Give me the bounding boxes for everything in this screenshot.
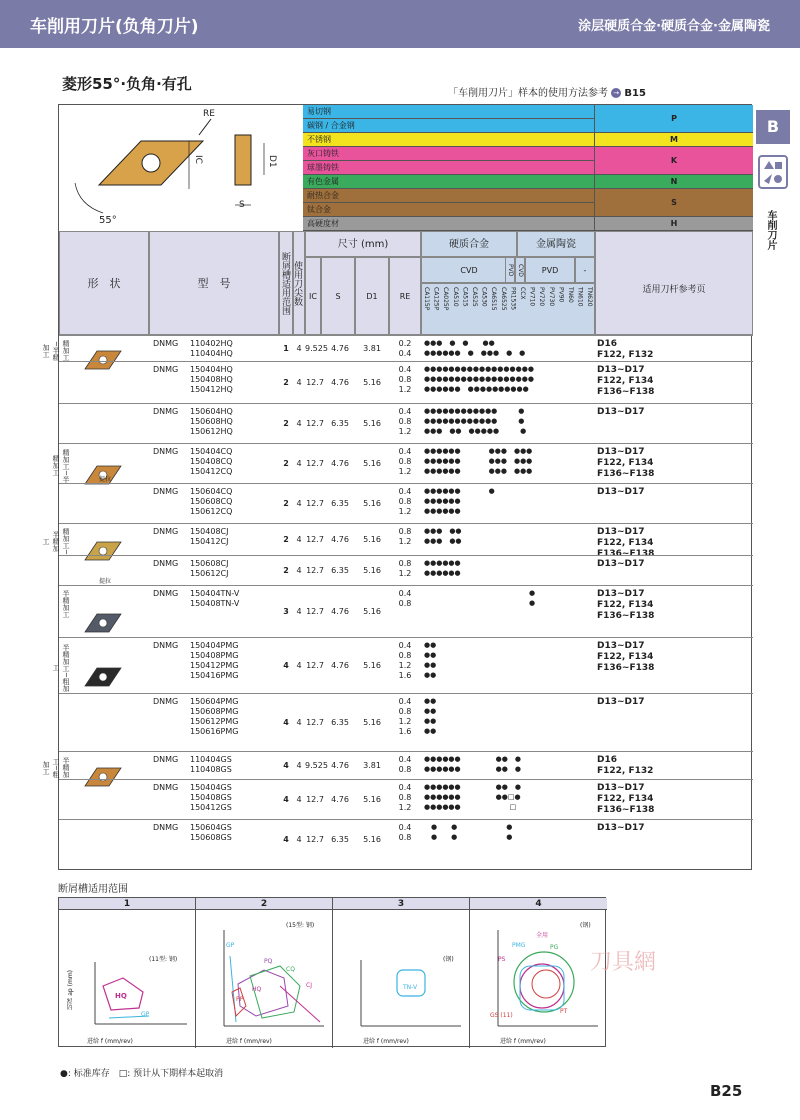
chart-note: (15型: 钢)	[286, 922, 315, 929]
range-value: 2	[283, 535, 289, 544]
d1-value: 5.16	[363, 499, 381, 508]
material-bar: 钛合金	[303, 203, 595, 217]
chip-range-title: 断屑槽适用范围	[58, 884, 128, 895]
dims-header: 尺寸 (mm)	[305, 231, 421, 257]
ic-header: IC	[305, 257, 321, 335]
stock-dots: ●●●●●●●●●●●●●●●●●● ●●●●●●●●●●●●●●●●●● ●●●●●● ●●●●●●●●●●	[424, 365, 534, 393]
s-value: 6.35	[331, 835, 349, 844]
d1-value: 3.81	[363, 761, 381, 770]
range-value: 4	[283, 835, 289, 844]
d1-value: 5.16	[363, 566, 381, 575]
s-value: 4.76	[331, 344, 349, 353]
model-prefix: DNMG	[153, 339, 179, 348]
s-value: 4.76	[331, 535, 349, 544]
material-code: N	[595, 175, 753, 189]
model-codes: 150404HQ 150408HQ 150412HQ	[190, 365, 233, 394]
s-value: 4.76	[331, 607, 349, 616]
chip-range-col-3	[333, 898, 470, 1048]
chart-label: PQ	[264, 958, 273, 965]
model-prefix: DNMG	[153, 407, 179, 416]
edges-value: 4	[296, 566, 302, 575]
range-value: 3	[283, 607, 289, 616]
grade-code: CA115P	[423, 287, 430, 311]
material-bar: 灰口铸铁	[303, 147, 595, 161]
model-codes: 150604CQ 150608CQ 150612CQ	[190, 487, 233, 516]
stock-dots: ●●●●●● ●● ● ●●●●●● ●● ●	[424, 755, 521, 773]
model-prefix: DNMG	[153, 365, 179, 374]
table-row	[52, 637, 753, 693]
s-value: 4.76	[331, 795, 349, 804]
grade-code: CA510	[451, 287, 459, 307]
chip-range-col-head: 2	[196, 898, 332, 910]
model-prefix: DNMG	[153, 559, 179, 568]
chip-range-col-4	[470, 898, 607, 1048]
diagram-re-label: RE	[203, 109, 215, 119]
material-code: S	[595, 189, 753, 217]
shape-header: 形 状	[59, 231, 149, 335]
grade-code: CCX	[519, 287, 526, 300]
page-subtitle: 涂层硬质合金·硬质合金·金属陶瓷	[578, 19, 770, 34]
model-prefix: DNMG	[153, 527, 179, 536]
ic-value: 9.525	[305, 344, 328, 353]
chart-label: GS (11)	[490, 1012, 513, 1019]
grade-code: CA525	[471, 287, 478, 307]
ic-value: 12.7	[306, 499, 324, 508]
re-value: 0.4 0.8 1.2	[398, 365, 412, 394]
d1-value: 5.16	[363, 607, 381, 616]
chart-label: 全用	[536, 932, 549, 939]
chip-range-col-2	[196, 898, 333, 1048]
chart-xlabel: 进给 f (mm/rev)	[363, 1038, 409, 1045]
holder-ref[interactable]: D13~D17	[597, 407, 645, 417]
chart-note: (11型: 钢)	[149, 956, 178, 963]
stock-dots: ●● ●● ●● ●●	[424, 697, 437, 735]
chart-label: GP	[226, 942, 235, 949]
carbide-header: 硬质合金	[421, 231, 517, 257]
range-value: 4	[283, 761, 289, 770]
stock-dots: ●●●●●● ● ●●●●●● ●●●●●●	[424, 487, 495, 515]
category-label: 半精加工~粗加工	[52, 643, 70, 692]
side-tab[interactable]: B	[756, 110, 790, 144]
ic-value: 12.7	[306, 535, 324, 544]
side-label: 车削刀片	[765, 210, 776, 250]
chart-label: GP	[141, 1011, 150, 1018]
material-bar: 不锈钢	[303, 133, 595, 147]
ic-value: 12.7	[306, 718, 324, 727]
insert-image	[83, 612, 123, 636]
ic-value: 12.7	[306, 795, 324, 804]
insert-note: 提拉	[99, 476, 112, 483]
s-header: S	[321, 257, 355, 335]
model-codes: 110402HQ 110404HQ	[190, 339, 233, 358]
holder-ref[interactable]: D13~D17	[597, 487, 645, 497]
model-codes: 150608CJ 150612CJ	[190, 559, 229, 578]
model-codes: 150604HQ 150608HQ 150612HQ	[190, 407, 233, 436]
d1-value: 5.16	[363, 459, 381, 468]
edges-value: 4	[296, 419, 302, 428]
chip-range-col-head: 1	[59, 898, 195, 910]
ic-value: 12.7	[306, 378, 324, 387]
grade-code: PV90	[557, 287, 565, 303]
page-title: 车削用刀片(负角刀片)	[30, 17, 199, 37]
model-header: 型 号	[149, 231, 279, 335]
edges-header: 使用刀尖数	[293, 231, 305, 335]
edges-value: 4	[296, 378, 302, 387]
holder-ref[interactable]: D16 F122, F132	[597, 755, 654, 776]
material-code: H	[595, 217, 753, 231]
model-prefix: DNMG	[153, 487, 179, 496]
table-row	[59, 779, 753, 819]
holder-ref[interactable]: D13~D17 F122, F134 F136~F138	[597, 641, 655, 673]
category-label: 精加工~半精加工	[52, 448, 70, 483]
re-value: 0.4 0.8 1.2 1.6	[398, 697, 412, 736]
table-row	[59, 693, 753, 751]
grade-code: CA025P	[442, 287, 450, 311]
table-row	[59, 585, 753, 637]
grade-code: PV730	[547, 287, 555, 307]
ic-value: 12.7	[306, 566, 324, 575]
grade-code: TN610	[576, 287, 584, 307]
d1-value: 5.16	[363, 718, 381, 727]
model-codes: 150404PMG 150408PMG 150412PMG 150416PMG	[190, 641, 239, 680]
holder-header: 适用刀杆参考页	[595, 231, 753, 335]
cvd-header: CVD	[421, 257, 517, 283]
chart-label: PMG	[512, 942, 526, 949]
re-value: 0.4 0.8	[398, 589, 412, 608]
model-prefix: DNMG	[153, 589, 179, 598]
insert-note: 提拉	[99, 578, 112, 585]
range-value: 2	[283, 378, 289, 387]
holder-ref[interactable]: D13~D17	[597, 559, 645, 569]
d1-value: 5.16	[363, 378, 381, 387]
chart-label: CQ	[286, 966, 295, 973]
legend: ●: 标准库存 □: 预计从下期样本起取消	[60, 1069, 224, 1079]
re-header: RE	[389, 257, 421, 335]
diagram-d1-label: D1	[267, 155, 277, 168]
model-codes: 150404CQ 150408CQ 150412CQ	[190, 447, 233, 476]
model-codes: 150604PMG 150608PMG 150612PMG 150616PMG	[190, 697, 239, 736]
stock-dots: ●●●●●● ●●●●●●	[424, 559, 461, 577]
model-prefix: DNMG	[153, 823, 179, 832]
edges-value: 4	[296, 795, 302, 804]
material-bar: 有色金属	[303, 175, 595, 189]
re-value: 0.4 0.8 1.2	[398, 487, 412, 516]
table-row	[59, 483, 753, 523]
model-prefix: DNMG	[153, 641, 179, 650]
re-value: 0.8 1.2	[398, 527, 412, 546]
grade-code: CA530	[480, 287, 488, 307]
cvd-header-2: CVD	[515, 257, 525, 283]
range-value: 2	[283, 459, 289, 468]
edges-value: 4	[296, 835, 302, 844]
model-codes: 150404GS 150408GS 150412GS	[190, 783, 232, 812]
holder-ref[interactable]: D13~D17	[597, 823, 645, 833]
chip-range-col-head: 3	[333, 898, 469, 910]
chart-ylabel: 切深 ap (mm)	[67, 970, 74, 1010]
d1-header: D1	[355, 257, 389, 335]
stock-dots: ●●● ● ● ●● ●●●●●● ● ●●● ● ●	[424, 339, 526, 357]
material-code: P	[595, 105, 753, 133]
grade-code: CA6515	[490, 287, 498, 311]
chip-chart-1	[79, 958, 189, 1038]
table-row	[42, 335, 753, 361]
range-value: 1	[283, 344, 289, 353]
chart-label: CJ	[306, 982, 312, 989]
stock-dots: ●●●●●● ●● ● ●●●●●● ●●□● ●●●●●● □	[424, 783, 521, 811]
edges-value: 4	[296, 344, 302, 353]
edges-value: 4	[296, 661, 302, 670]
stock-dots: ●●● ●● ●●● ●●	[424, 527, 462, 545]
ic-value: 12.7	[306, 459, 324, 468]
holder-ref[interactable]: D13~D17 F122, F134 F136~F138	[597, 447, 655, 479]
re-value: 0.4 0.8	[398, 823, 412, 842]
re-value: 0.4 0.8 1.2	[398, 407, 412, 436]
diagram-s-label: S	[239, 200, 245, 210]
ic-value: 12.7	[306, 661, 324, 670]
chart-note: (钢)	[443, 956, 454, 963]
edges-value: 4	[296, 459, 302, 468]
insert-type-icon	[758, 155, 788, 189]
holder-ref[interactable]: D13~D17 F122, F134 F136~F138	[597, 783, 655, 815]
s-value: 4.76	[331, 459, 349, 468]
d1-value: 3.81	[363, 344, 381, 353]
insert-diagram	[59, 105, 303, 231]
ic-value: 12.7	[306, 835, 324, 844]
model-prefix: DNMG	[153, 783, 179, 792]
table-row	[59, 361, 753, 403]
grade-code: PV710	[528, 287, 536, 307]
chart-label: HQ	[252, 986, 262, 993]
edges-value: 4	[296, 499, 302, 508]
d1-value: 5.16	[363, 419, 381, 428]
usage-reference[interactable]	[448, 84, 646, 99]
holder-ref[interactable]: D13~D17 F122, F134 F136~F138	[597, 365, 655, 397]
edges-value: 4	[296, 607, 302, 616]
watermark-text: 刀具網	[590, 950, 657, 975]
range-value: 4	[283, 718, 289, 727]
watermark	[590, 945, 656, 976]
stock-dots: ●●●●●● ●●● ●●● ●●●●●● ●●● ●●● ●●●●●● ●●● ●●●	[424, 447, 533, 475]
range-value: 2	[283, 566, 289, 575]
category-label: 半精加工	[62, 590, 70, 618]
grade-code: CA125P	[432, 287, 440, 311]
category-label: 精加工~半精加工	[42, 340, 70, 361]
chart-xlabel: 进给 f (mm/rev)	[87, 1038, 133, 1045]
s-value: 6.35	[331, 566, 349, 575]
chipbreaker-header: 断屑槽适用范围	[279, 231, 293, 335]
ic-value: 9.525	[305, 761, 328, 770]
holder-ref[interactable]: D16 F122, F132	[597, 339, 654, 360]
re-value: 0.4 0.8 1.2	[398, 783, 412, 812]
cermet-header: 金属陶瓷	[517, 231, 595, 257]
chip-range-col-1	[59, 898, 196, 1048]
stock-dots: ●● ●● ●● ●●	[424, 641, 437, 679]
range-value: 2	[283, 419, 289, 428]
category-label: 半精加工~粗加工	[42, 757, 70, 778]
material-bar: 球墨铸铁	[303, 161, 595, 175]
page-number: B25	[710, 1082, 743, 1100]
holder-ref[interactable]: D13~D17 F122, F134 F136~F138	[597, 527, 655, 559]
table-row	[59, 819, 753, 859]
stock-dots: ●●●●●●●●●●●● ● ●●●●●●●●●●●● ● ●●● ●● ●●●●● ●	[424, 407, 527, 435]
model-codes: 150604GS 150608GS	[190, 823, 232, 842]
holder-ref[interactable]: D13~D17	[597, 697, 645, 707]
arrow-right-icon: →	[611, 88, 621, 98]
s-value: 6.35	[331, 718, 349, 727]
table-row	[42, 523, 753, 559]
table-row	[59, 555, 753, 585]
chart-xlabel: 进给 f (mm/rev)	[500, 1038, 546, 1045]
model-prefix: DNMG	[153, 697, 179, 706]
pvd-header-1: PVD	[505, 257, 515, 283]
usage-reference-page[interactable]: B15	[624, 88, 646, 99]
model-prefix: DNMG	[153, 447, 179, 456]
diagram-angle-label: 55°	[99, 215, 117, 226]
chart-label: TN-V	[403, 984, 418, 991]
holder-ref[interactable]: D13~D17 F122, F134 F136~F138	[597, 589, 655, 621]
material-bar: 碳钢 / 合金钢	[303, 119, 595, 133]
material-code: K	[595, 147, 753, 175]
chart-label: PG	[550, 944, 559, 951]
chip-range-col-head: 4	[470, 898, 607, 910]
model-codes: 150408CJ 150412CJ	[190, 527, 229, 546]
category-label: 精加工~半精加工	[42, 528, 70, 555]
grade-code: PV720	[538, 287, 546, 307]
dash-header: -	[575, 257, 595, 283]
page-header	[0, 0, 800, 48]
model-codes: 110404GS 110408GS	[190, 755, 232, 774]
edges-value: 4	[296, 761, 302, 770]
stock-dots: ● ● ● ● ● ●	[430, 823, 513, 841]
chart-label: PS	[498, 956, 506, 963]
stock-dots: ● ●	[528, 589, 536, 607]
s-value: 4.76	[331, 661, 349, 670]
chart-label: PT	[560, 1008, 568, 1015]
chart-xlabel: 进给 f (mm/rev)	[226, 1038, 272, 1045]
chart-note: (钢)	[580, 922, 591, 929]
ic-value: 12.7	[306, 607, 324, 616]
table-row	[52, 443, 753, 483]
material-bar: 高硬度材	[303, 217, 595, 231]
chip-range-charts	[58, 897, 606, 1047]
grade-code: TN60	[567, 287, 574, 303]
model-codes: 150404TN-V 150408TN-V	[190, 589, 240, 608]
table-row	[42, 751, 753, 779]
range-value: 4	[283, 661, 289, 670]
re-value: 0.8 1.2	[398, 559, 412, 578]
chart-label: HQ	[115, 992, 127, 1000]
d1-value: 5.16	[363, 535, 381, 544]
chip-chart-4	[484, 926, 602, 1036]
edges-value: 4	[296, 718, 302, 727]
material-bar: 易切钢	[303, 105, 595, 119]
pvd-header: PVD	[525, 257, 575, 283]
d1-value: 5.16	[363, 661, 381, 670]
grade-code: TN620	[586, 287, 594, 307]
d1-value: 5.16	[363, 835, 381, 844]
re-value: 0.4 0.8	[398, 755, 412, 774]
diagram-ic-label: IC	[193, 155, 203, 164]
grade-code: CA6525	[499, 287, 507, 311]
range-value: 4	[283, 795, 289, 804]
section-title: 菱形55°·负角·有孔	[62, 75, 192, 93]
chart-label: PP	[236, 996, 244, 1003]
re-value: 0.4 0.8 1.2	[398, 447, 412, 476]
re-value: 0.2 0.4	[398, 339, 412, 358]
range-value: 2	[283, 499, 289, 508]
edges-value: 4	[296, 535, 302, 544]
usage-reference-text: 「车削用刀片」样本的使用方法参考	[448, 88, 608, 99]
ic-value: 12.7	[306, 419, 324, 428]
table-row	[59, 403, 753, 443]
re-value: 0.4 0.8 1.2 1.6	[398, 641, 412, 680]
chip-chart-3	[347, 956, 465, 1036]
grade-code: CA515	[461, 287, 469, 307]
grade-code: PR1535	[509, 287, 517, 311]
s-value: 4.76	[331, 378, 349, 387]
material-bar: 耐热合金	[303, 189, 595, 203]
s-value: 6.35	[331, 419, 349, 428]
s-value: 6.35	[331, 499, 349, 508]
insert-image	[83, 666, 123, 690]
model-prefix: DNMG	[153, 755, 179, 764]
material-code: M	[595, 133, 753, 147]
insert-table	[42, 104, 752, 870]
s-value: 4.76	[331, 761, 349, 770]
d1-value: 5.16	[363, 795, 381, 804]
